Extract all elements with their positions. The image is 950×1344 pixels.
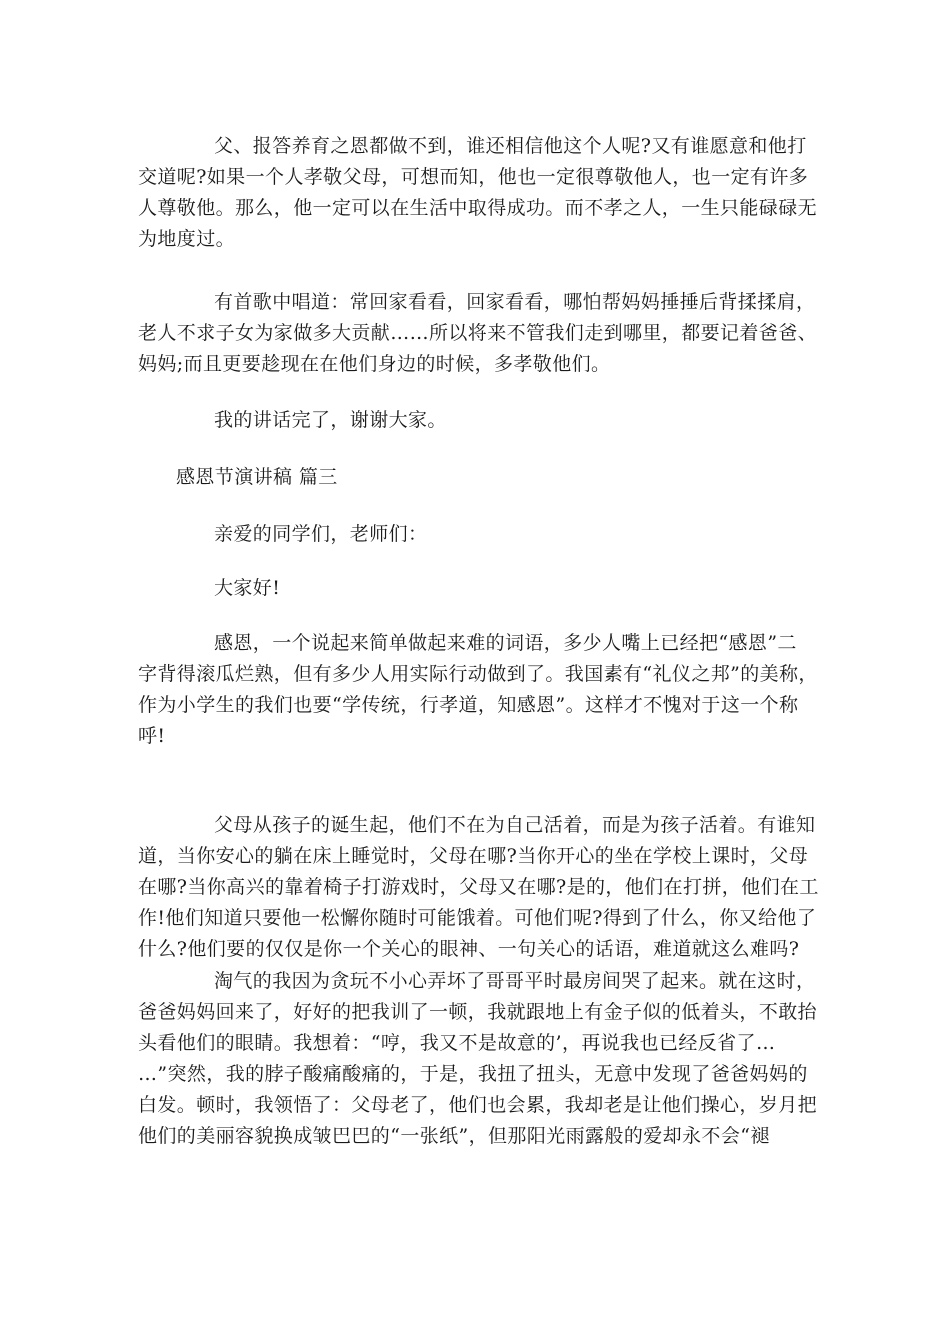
text-line: 头看他们的眼睛。我想着：“哼，我又不是故意的’，再说我也已经反省了…: [138, 1032, 776, 1054]
text-line: 为地度过。: [138, 228, 236, 250]
text-line: 呼!: [138, 725, 166, 747]
paragraph-song-quote: [138, 287, 818, 380]
text-line: 父母从孩子的诞生起，他们不在为自己活着，而是为孩子活着。有谁知: [214, 814, 816, 836]
paragraph-parents-sacrifice: [138, 810, 819, 965]
text-line: 我的讲话完了，谢谢大家。: [214, 409, 447, 431]
text-line: 人尊敬他。那么，他一定可以在生活中取得成功。而不孝之人，一生只能碌碌无: [138, 197, 818, 219]
text-line: 字背得滚瓜烂熟，但有多少人用实际行动做到了。我国素有“礼仪之邦”的美称，: [138, 663, 818, 685]
paragraph-gratitude-intro: [138, 628, 818, 752]
text-line: 作!他们知道只要他一松懈你随时可能饿着。可他们呢?得到了什么，你又给他了: [138, 907, 817, 929]
paragraph-greeting: [138, 573, 814, 604]
text-line: 作为小学生的我们也要“学传统，行孝道，知感恩”。这样才不愧对于这一个称: [138, 694, 799, 716]
text-line: 妈妈;而且更要趁现在在他们身边的时候，多孝敬他们。: [138, 353, 611, 375]
heading-text: 感恩节演讲稿 篇三: [176, 466, 338, 488]
text-line: 有首歌中唱道：常回家看看，回家看看，哪怕帮妈妈捶捶后背揉揉肩，: [214, 291, 816, 313]
text-line: 老人不求子女为家做多大贡献……所以将来不管我们走到哪里，都要记着爸爸、: [138, 322, 818, 344]
text-line: 在哪?当你高兴的靠着椅子打游戏时，父母又在哪?是的，他们在打拼，他们在工: [138, 876, 819, 898]
paragraph-filial-piety-ending: [138, 131, 818, 255]
paragraph-personal-story: [138, 966, 818, 1152]
text-line: 感恩，一个说起来简单做起来难的词语，多少人嘴上已经把“感恩”二: [214, 632, 797, 654]
text-line: …”突然，我的脖子酸痛酸痛的，于是，我扭了扭头，无意中发现了爸爸妈妈的: [138, 1063, 808, 1085]
paragraph-closing-remark: [138, 405, 814, 436]
text-line: 淘气的我因为贪玩不小心弄坏了哥哥平时最房间哭了起来。就在这时，: [214, 970, 816, 992]
section-heading: [138, 462, 814, 493]
text-line: 道，当你安心的躺在床上睡觉时，父母在哪?当你开心的坐在学校上课时，父母: [138, 845, 809, 867]
text-line: 白发。顿时，我领悟了：父母老了，他们也会累，我却老是让他们操心，岁月把: [138, 1094, 818, 1116]
text-line: 交道呢?如果一个人孝敬父母，可想而知，他也一定很尊敬他人，也一定有许多: [138, 166, 809, 188]
text-line: 大家好!: [214, 577, 281, 599]
text-line: 亲爱的同学们，老师们：: [214, 523, 428, 545]
paragraph-salutation: [138, 519, 814, 550]
text-line: 父、报答养育之恩都做不到，谁还相信他这个人呢?又有谁愿意和他打: [214, 135, 807, 157]
text-line: 什么?他们要的仅仅是你一个关心的眼神、一句关心的话语，难道就这么难吗?: [138, 938, 800, 960]
text-line: 爸爸妈妈回来了，好好的把我训了一顿，我就跟地上有金子似的低着头，不敢抬: [138, 1001, 818, 1023]
text-line: 他们的美丽容貌换成皱巴巴的“一张纸”，但那阳光雨露般的爱却永不会“褪: [138, 1125, 770, 1147]
